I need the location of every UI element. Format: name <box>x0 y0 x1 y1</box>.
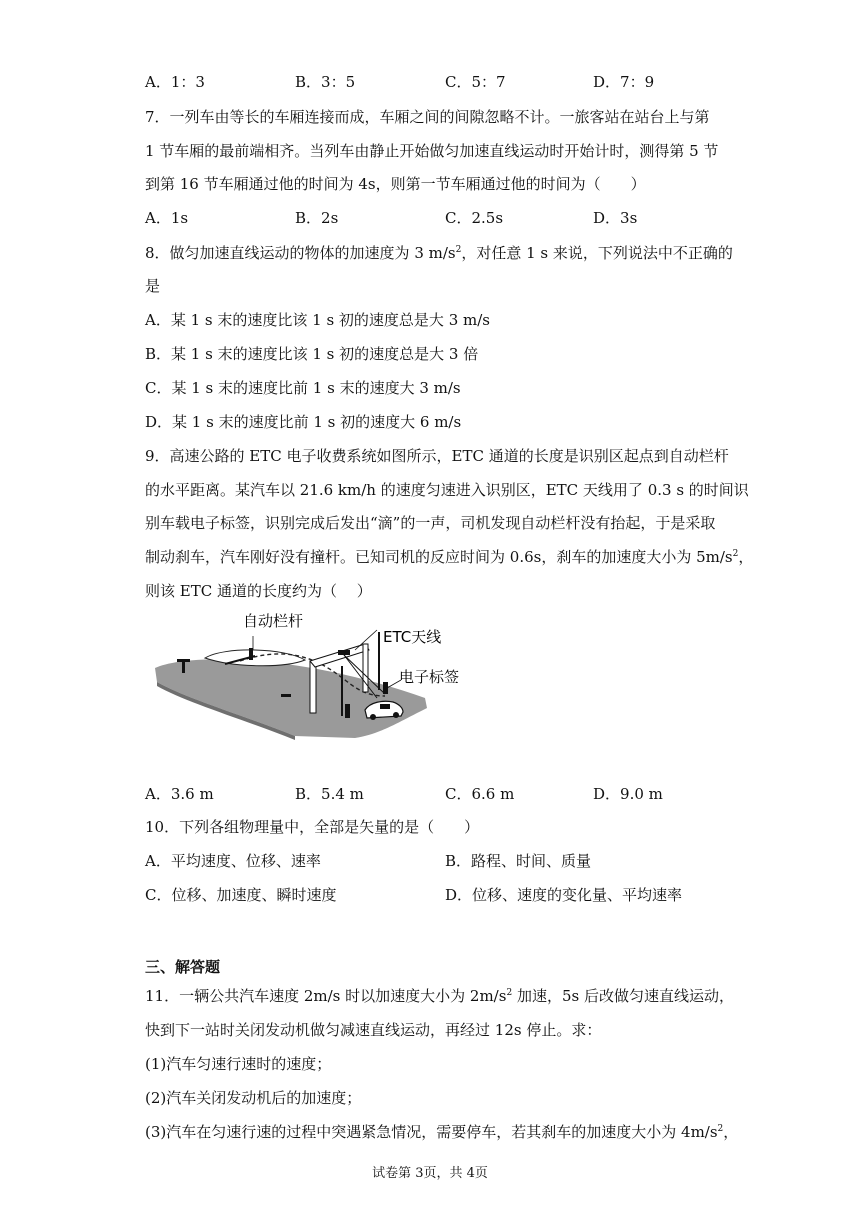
gantry-left-leg <box>310 661 316 713</box>
q6-option-b: B．3：5 <box>295 73 356 91</box>
q10-stem: 10．下列各组物理量中，全部是矢量的是（ ） <box>145 818 480 836</box>
section-heading: 三、解答题 <box>145 958 221 976</box>
car-icon <box>365 701 403 720</box>
q9-stem-line5: 则该 ETC 通道的长度约为（ ） <box>145 582 372 600</box>
q8-option-a: A．某 1 s 末的速度比该 1 s 初的速度总是大 3 m/s <box>145 311 490 329</box>
q7-stem-line3: 到第 16 节车厢通过他的时间为 4s，则第一节车厢通过他的时间为（ ） <box>145 175 646 193</box>
antenna-mast <box>378 632 380 690</box>
q11-stem-line1: 11．一辆公共汽车速度 2m/s 时以加速度大小为 $2m/s^2$ 加速，5s 后改做匀速直线运动， <box>145 987 734 1005</box>
etc-antenna <box>338 650 350 655</box>
q9-option-d: D．9.0 m <box>593 785 663 803</box>
q11-stem-line2: 快到下一站时关闭发动机做匀减速直线运动，再经过 12s 停止。求： <box>145 1021 602 1039</box>
lane-post-2 <box>345 704 350 718</box>
q7-option-d: D．3s <box>593 209 638 227</box>
page-footer: 试卷第 3页，共 4页 <box>372 1166 488 1181</box>
q11-sub-1: (1)汽车匀速行速时的速度； <box>145 1055 332 1073</box>
q10-option-d: D．位移、速度的变化量、平均速率 <box>445 886 683 904</box>
label-antenna: ETC天线 <box>383 628 442 646</box>
q10-option-b: B．路程、时间、质量 <box>445 852 592 870</box>
q6-option-c: C．5：7 <box>445 73 506 91</box>
q11-sub-3: (3)汽车在匀速行速的过程中突遇紧急情况，需要停车，若其刹车的加速度大小为 $4m/s^2$， <box>145 1123 739 1141</box>
q7-option-a: A．1s <box>145 209 189 227</box>
q9-option-a: A．3.6 m <box>145 785 214 803</box>
q9-option-b: B．5.4 m <box>295 785 364 803</box>
q7-stem-line1: 7．一列车由等长的车厢连接而成，车厢之间的间隙忽略不计。一旅客站在站台上与第 <box>145 108 710 126</box>
q6-option-d: D．7：9 <box>593 73 655 91</box>
label-barrier: 自动栏杆 <box>243 612 304 630</box>
lane-post-1 <box>341 666 343 716</box>
label-tag: 电子标签 <box>399 668 460 686</box>
gantry-beam <box>310 644 369 667</box>
q6-option-a: A．1：3 <box>145 73 205 91</box>
q7-option-b: B．2s <box>295 209 339 227</box>
middle-marker <box>281 694 291 697</box>
q9-stem-line1: 9．高速公路的 ETC 电子收费系统如图所示，ETC 通道的长度是识别区起点到自动栏杆 <box>145 447 729 465</box>
q8-stem-line2: 是 <box>145 277 161 295</box>
left-post-top <box>177 659 190 662</box>
barrier-post <box>249 648 253 660</box>
road-shape <box>155 659 427 738</box>
q9-option-c: C．6.6 m <box>445 785 515 803</box>
q8-stem-line1: 8．做匀加速直线运动的物体的加速度为 3 $m/s^2$，对任意 1 s 来说，下列说法中不正确的 <box>145 244 733 262</box>
q7-stem-line2: 1 节车厢的最前端相齐。当列车由静止开始做匀加速直线运动时开始计时，测得第 5 节 <box>145 142 719 160</box>
q8-option-c: C．某 1 s 末的速度比前 1 s 末的速度大 3 m/s <box>145 379 461 397</box>
q10-option-a: A．平均速度、位移、速率 <box>145 852 321 870</box>
etc-system-figure <box>145 606 460 756</box>
q7-option-c: C．2.5s <box>445 209 504 227</box>
q11-sub-2: (2)汽车关闭发动机后的加速度； <box>145 1089 362 1107</box>
q8-option-d: D．某 1 s 末的速度比前 1 s 初的速度大 6 m/s <box>145 413 462 431</box>
q10-option-c: C．位移、加速度、瞬时速度 <box>145 886 337 904</box>
q9-stem-line4: 制动刹车，汽车刚好没有撞杆。已知司机的反应时间为 0.6s，刹车的加速度大小为 $5m/s^2$， <box>145 548 754 566</box>
q9-stem-line2: 的水平距离。某汽车以 21.6 km/h 的速度匀速进入识别区，ETC 天线用了 0.3 s 的时间识 <box>145 481 749 499</box>
left-post <box>182 661 185 673</box>
q9-stem-line3: 别车载电子标签，识别完成后发出“滴”的一声，司机发现自动栏杆没有抬起，于是采取 <box>145 514 716 532</box>
q8-option-b: B．某 1 s 末的速度比该 1 s 初的速度总是大 3 倍 <box>145 345 479 363</box>
